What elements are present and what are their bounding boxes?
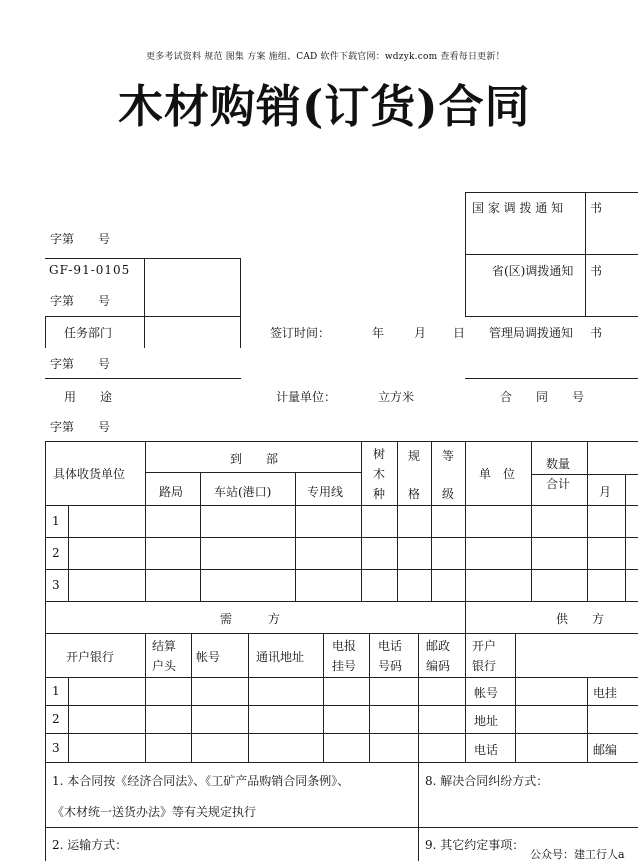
species-header-3: 种 bbox=[373, 487, 386, 501]
form-code: GF-91-0105 bbox=[49, 263, 131, 277]
clause-9: 9. 其它约定事项： bbox=[425, 838, 525, 852]
month-header: 月 bbox=[599, 485, 612, 499]
month-label: 月 bbox=[414, 326, 427, 340]
spec-header-1: 规 bbox=[408, 449, 421, 463]
postal-header-2: 编码 bbox=[426, 659, 451, 673]
grade-header-1: 等 bbox=[442, 449, 455, 463]
clause-8: 8. 解决合同纠纷方式： bbox=[425, 774, 549, 788]
day-label: 日 bbox=[453, 326, 466, 340]
clause-2: 2. 运输方式： bbox=[52, 838, 128, 852]
telegram-header-1: 电报 bbox=[332, 639, 357, 653]
road-bureau-header: 路局 bbox=[159, 485, 184, 499]
sign-time-label: 签订时间： bbox=[270, 326, 331, 340]
purpose-label: 用 途 bbox=[64, 390, 113, 404]
supply-address-label: 地址 bbox=[474, 714, 499, 728]
station-header: 车站(港口) bbox=[214, 485, 272, 499]
t1-row-no-2: 2 bbox=[52, 546, 60, 560]
supply-bank-header-1: 开户 bbox=[472, 639, 497, 653]
arrival-header: 到 部 bbox=[230, 452, 279, 466]
unit-measure-label: 计量单位： bbox=[276, 390, 337, 404]
unit-price-header: 单 位 bbox=[479, 467, 516, 481]
receiver-header: 具体收货单位 bbox=[53, 467, 126, 481]
species-header-1: 树 bbox=[373, 447, 386, 461]
settle-header-2: 户头 bbox=[152, 659, 177, 673]
task-dept-label: 任务部门 bbox=[64, 326, 113, 340]
grade-header-2: 级 bbox=[442, 487, 455, 501]
zihao-4: 字第 号 bbox=[50, 420, 111, 434]
zihao-3: 字第 号 bbox=[50, 357, 111, 371]
provincial-notice-label: 省(区)调拨通知 bbox=[492, 264, 574, 278]
qty-header-1: 数量 bbox=[546, 457, 571, 471]
species-header-2: 木 bbox=[373, 467, 386, 481]
settle-header-1: 结算 bbox=[152, 639, 177, 653]
demand-header: 需 方 bbox=[220, 612, 281, 626]
unit-measure-value: 立方米 bbox=[378, 390, 415, 404]
supply-bank-header-2: 银行 bbox=[472, 659, 497, 673]
year-label: 年 bbox=[372, 326, 385, 340]
provincial-notice-shu: 书 bbox=[590, 264, 603, 278]
t1-row-no-1: 1 bbox=[52, 514, 60, 528]
download-notice: 更多考试资料 规范 图集 方案 施组、CAD 软件下载官网：wdzyk.com 查看每日更新！ bbox=[146, 52, 505, 62]
address-header: 通讯地址 bbox=[256, 650, 305, 664]
t2-row-no-2: 2 bbox=[52, 712, 60, 726]
national-notice-shu: 书 bbox=[590, 201, 603, 215]
zihao-2: 字第 号 bbox=[50, 294, 111, 308]
bureau-notice-shu: 书 bbox=[590, 326, 603, 340]
supply-header: 供 方 bbox=[556, 612, 605, 626]
contract-no-label: 合 同 号 bbox=[500, 390, 585, 404]
postal-header-1: 邮政 bbox=[426, 639, 451, 653]
page-title: 木材购销(订货)合同 bbox=[118, 80, 531, 133]
watermark: 公众号：建工行人a bbox=[530, 848, 625, 861]
supply-postal-label: 邮编 bbox=[593, 743, 618, 757]
phone-header-2: 号码 bbox=[378, 659, 403, 673]
account-header: 帐号 bbox=[196, 650, 221, 664]
bank-header: 开户银行 bbox=[66, 650, 115, 664]
qty-header-2: 合计 bbox=[546, 477, 571, 491]
private-line-header: 专用线 bbox=[307, 485, 344, 499]
supply-phone-label: 电话 bbox=[474, 743, 499, 757]
zihao-1: 字第 号 bbox=[50, 232, 111, 246]
bureau-notice-label: 管理局调拨通知 bbox=[489, 326, 574, 340]
telegram-header-2: 挂号 bbox=[332, 659, 357, 673]
national-notice-label: 国 家 调 拨 通 知 bbox=[472, 201, 564, 215]
spec-header-2: 格 bbox=[408, 487, 421, 501]
supply-telegram-label: 电挂 bbox=[593, 686, 618, 700]
t1-row-no-3: 3 bbox=[52, 578, 60, 592]
clause-1-line-1: 1. 本合同按《经济合同法》、《工矿产品购销合同条例》、 bbox=[52, 774, 350, 788]
supply-account-label: 帐号 bbox=[474, 686, 499, 700]
t2-row-no-1: 1 bbox=[52, 684, 60, 698]
t2-row-no-3: 3 bbox=[52, 741, 60, 755]
clause-1-line-2: 《木材统一送货办法》等有关规定执行 bbox=[52, 805, 257, 819]
phone-header-1: 电话 bbox=[378, 639, 403, 653]
